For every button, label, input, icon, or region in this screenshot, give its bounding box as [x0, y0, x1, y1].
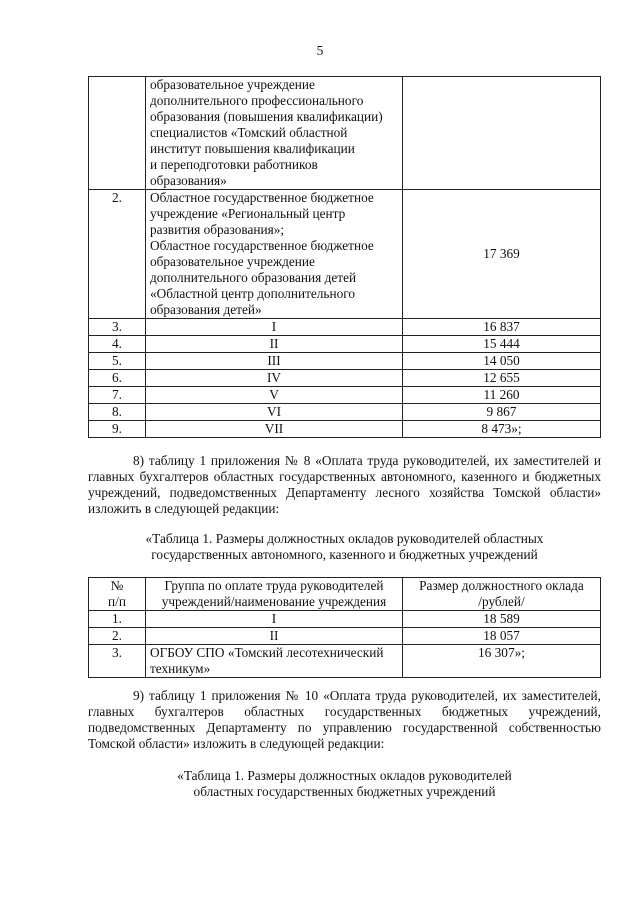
row-salary: 17 369: [403, 190, 601, 319]
row-name-line: учреждение «Региональный центр: [150, 206, 346, 221]
row-name: [146, 77, 403, 190]
header-line: п/п: [108, 594, 126, 609]
table-caption-2: [88, 768, 601, 800]
row-number: 8.: [89, 404, 146, 421]
caption-line: «Таблица 1. Размеры должностных окладов руководителей: [177, 768, 512, 783]
salary-table-continued: [88, 76, 601, 438]
row-number: 7.: [89, 387, 146, 404]
row-name-line: дополнительного профессионального: [150, 93, 364, 108]
row-name-line: III: [267, 353, 281, 368]
row-name-line: Областное государственное бюджетное: [150, 238, 374, 253]
row-name-line: II: [269, 628, 279, 643]
row-name-line: I: [271, 611, 277, 626]
row-name-line: образования (повышения квалификации): [150, 109, 383, 124]
table-row: [89, 190, 601, 319]
table-caption-1: [88, 531, 601, 563]
table-row: [89, 611, 601, 628]
row-number: 3.: [89, 645, 146, 678]
row-salary: 12 655: [403, 370, 601, 387]
row-salary: 9 867: [403, 404, 601, 421]
row-name-line: специалистов «Томский областной: [150, 125, 348, 140]
row-name: [146, 628, 403, 645]
row-number: [89, 77, 146, 190]
row-name: [146, 421, 403, 438]
row-name: [146, 370, 403, 387]
caption-line: областных государственных бюджетных учреждений: [193, 784, 496, 799]
paragraph-text: 8) таблицу 1 приложения № 8 «Оплата труда руководителей, их заместителей и главных бухгалтеров областных государственных автономного, казенного и бюджетных учреждений, подведомственных Департаменту лесного хозяйства Томской области» изложить в следующей редакции:: [88, 453, 601, 516]
row-name-line: развития образования»;: [150, 222, 285, 237]
row-salary: 18 589: [403, 611, 601, 628]
table-row: [89, 387, 601, 404]
row-name: [146, 645, 403, 678]
header-line: Размер должностного оклада: [419, 578, 584, 593]
row-name-line: Областное государственное бюджетное: [150, 190, 374, 205]
row-name-line: образования»: [150, 173, 227, 188]
header-line: Группа по оплате труда руководителей: [164, 578, 384, 593]
row-salary: 16 307»;: [403, 645, 601, 678]
row-salary: [403, 77, 601, 190]
row-name-line: техникум»: [150, 661, 211, 676]
table-row: [89, 628, 601, 645]
header-salary: [403, 578, 601, 611]
row-name-line: образования детей»: [150, 302, 262, 317]
row-salary: 16 837: [403, 319, 601, 336]
page-number: 5: [316, 43, 324, 58]
row-number: 2.: [89, 628, 146, 645]
table-row: [89, 370, 601, 387]
row-number: 5.: [89, 353, 146, 370]
header-line: учреждений/наименование учреждения: [161, 594, 387, 609]
row-number: 3.: [89, 319, 146, 336]
row-number: 2.: [89, 190, 146, 319]
row-number: 1.: [89, 611, 146, 628]
table-row: [89, 404, 601, 421]
row-name: [146, 336, 403, 353]
table-row: [89, 645, 601, 678]
row-name-line: дополнительного образования детей: [150, 270, 357, 285]
salary-table-forestry: [88, 577, 601, 678]
row-name-line: «Областной центр дополнительного: [150, 286, 356, 301]
row-name: [146, 387, 403, 404]
paragraph-text: 9) таблицу 1 приложения № 10 «Оплата труда руководителей, их заместителей, главных бухгалтеров областных государственных бюджетных учреждений, подведомственных Департаменту по управлению государственной собственностью Томской области» изложить в следующей редакции:: [88, 688, 601, 751]
row-salary: 18 057: [403, 628, 601, 645]
row-name-line: образовательное учреждение: [150, 77, 315, 92]
row-name: [146, 319, 403, 336]
row-name-line: VII: [264, 421, 284, 436]
row-name: [146, 404, 403, 421]
row-salary: 15 444: [403, 336, 601, 353]
table-header-row: [89, 578, 601, 611]
row-name: [146, 190, 403, 319]
row-name-line: образовательное учреждение: [150, 254, 315, 269]
caption-line: государственных автономного, казенного и бюджетных учреждений: [151, 547, 538, 562]
table-row: [89, 421, 601, 438]
table-row: [89, 336, 601, 353]
row-salary: 8 473»;: [403, 421, 601, 438]
row-name-line: VI: [266, 404, 282, 419]
row-name-line: IV: [266, 370, 282, 385]
row-name-line: и переподготовки работников: [150, 157, 318, 172]
row-name-line: ОГБОУ СПО «Томский лесотехнический: [150, 645, 384, 660]
caption-line: «Таблица 1. Размеры должностных окладов руководителей областных: [145, 531, 544, 546]
row-salary: 11 260: [403, 387, 601, 404]
table-row: [89, 319, 601, 336]
row-name-line: V: [269, 387, 279, 402]
row-name-line: I: [271, 319, 277, 334]
row-salary: 14 050: [403, 353, 601, 370]
table-row: [89, 353, 601, 370]
paragraph-item-8: [88, 453, 601, 517]
header-line: №: [110, 578, 124, 593]
paragraph-item-9: [88, 688, 601, 752]
table-row: [89, 77, 601, 190]
row-name: [146, 353, 403, 370]
row-name: [146, 611, 403, 628]
row-name-line: институт повышения квалификации: [150, 141, 355, 156]
header-line: /рублей/: [478, 594, 525, 609]
row-number: 6.: [89, 370, 146, 387]
header-num: [89, 578, 146, 611]
row-name-line: II: [269, 336, 279, 351]
header-group: [146, 578, 403, 611]
row-number: 9.: [89, 421, 146, 438]
row-number: 4.: [89, 336, 146, 353]
